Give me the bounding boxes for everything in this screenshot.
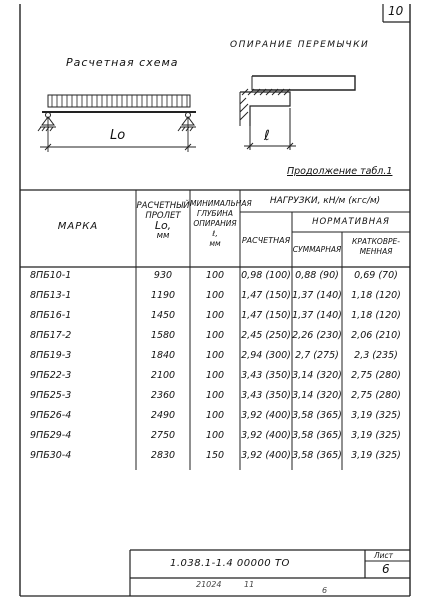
table-row — [0, 310, 421, 330]
table-row — [0, 390, 421, 410]
cell-marka: 9ПБ22-3 — [30, 370, 72, 381]
header-span-line-1: РАСЧЕТНЫЙ — [136, 201, 190, 211]
cell-depth: 100 — [205, 350, 225, 361]
cell-total: 0,88 (90) — [295, 270, 339, 281]
header-marka: МАРКА — [57, 221, 99, 232]
cell-span: 1450 — [150, 310, 176, 321]
note-number: 11 — [244, 580, 255, 589]
cell-depth: 100 — [205, 290, 225, 301]
cell-marka: 8ПБ10-1 — [30, 270, 72, 281]
support-depth-symbol: ℓ — [264, 128, 270, 144]
cell-design: 2,94 (300) — [241, 350, 291, 361]
header-depth — [190, 199, 252, 249]
cell-total: 2,7 (275) — [295, 350, 339, 361]
cell-short: 3,19 (325) — [351, 410, 401, 421]
design-scheme-drawing — [0, 0, 421, 190]
cell-span: 2100 — [150, 370, 176, 381]
page-number-top: 10 — [388, 4, 404, 18]
cell-design: 2,45 (250) — [241, 330, 291, 341]
header-depth-line-2: ГЛУБИНА — [197, 209, 233, 218]
header-depth-line-1: МИНИМАЛЬНАЯ — [190, 199, 252, 208]
document-code: 1.038.1-1.4 00000 ТО — [170, 558, 290, 569]
right-support — [178, 113, 196, 132]
table-row — [0, 370, 421, 390]
cell-short: 1,18 (120) — [351, 290, 401, 301]
table-row — [0, 330, 421, 350]
cell-marka: 8ПБ17-2 — [30, 330, 72, 341]
table-row — [0, 430, 421, 450]
cell-short: 2,75 (280) — [351, 390, 401, 401]
cell-design: 1,47 (150) — [241, 290, 291, 301]
cell-marka: 8ПБ19-3 — [30, 350, 72, 361]
distributed-load — [48, 95, 190, 107]
cell-design: 1,47 (150) — [241, 310, 291, 321]
cell-total: 1,37 (140) — [292, 290, 342, 301]
note-mark: 6 — [322, 586, 328, 595]
cell-design: 3,43 (350) — [241, 390, 291, 401]
cell-short: 3,19 (325) — [351, 450, 401, 461]
cell-total: 1,37 (140) — [292, 310, 342, 321]
cell-span: 1190 — [150, 290, 176, 301]
header-short-term-line-1: КРАТКОВРЕ- — [352, 237, 400, 246]
table-row — [0, 450, 421, 470]
header-depth-line-4: ℓ, — [212, 229, 218, 238]
cell-design: 3,92 (400) — [241, 430, 291, 441]
cell-span: 1840 — [150, 350, 176, 361]
cell-depth: 100 — [205, 370, 225, 381]
cell-total: 3,14 (320) — [292, 370, 342, 381]
header-short-term-line-2: МЕННАЯ — [359, 247, 393, 256]
cell-total: 3,14 (320) — [292, 390, 342, 401]
table-row — [0, 290, 421, 310]
table-row — [0, 410, 421, 430]
cell-depth: 100 — [205, 270, 225, 281]
header-normative: НОРМАТИВНАЯ — [312, 217, 390, 227]
header-loads: НАГРУЗКИ, кН/м (кгс/м) — [269, 196, 381, 206]
cell-marka: 9ПБ26-4 — [30, 410, 72, 421]
cell-design: 3,43 (350) — [241, 370, 291, 381]
cell-total: 3,58 (365) — [292, 430, 342, 441]
header-span — [136, 201, 190, 241]
cell-span: 2750 — [150, 430, 176, 441]
header-short-term — [342, 237, 410, 257]
cell-total: 3,58 (365) — [292, 410, 342, 421]
cell-total: 2,26 (230) — [292, 330, 342, 341]
cell-total: 3,58 (365) — [292, 450, 342, 461]
cell-depth: 150 — [205, 450, 225, 461]
cell-short: 1,18 (120) — [351, 310, 401, 321]
header-depth-line-5: мм — [209, 239, 221, 248]
cell-depth: 100 — [205, 410, 225, 421]
continuation-label: Продолжение табл.1 — [287, 166, 393, 177]
left-support — [38, 113, 56, 132]
cell-short: 3,19 (325) — [351, 430, 401, 441]
cell-depth: 100 — [205, 390, 225, 401]
table-row — [0, 270, 421, 290]
cell-marka: 8ПБ13-1 — [30, 290, 72, 301]
cell-span: 2360 — [150, 390, 176, 401]
cell-marka: 8ПБ16-1 — [30, 310, 72, 321]
scheme-title: Расчетная схема — [66, 56, 179, 69]
cell-span: 1580 — [150, 330, 176, 341]
cell-design: 3,92 (400) — [241, 410, 291, 421]
header-span-line-3: Lo, — [154, 219, 172, 232]
header-total: СУММАРНАЯ — [292, 245, 342, 254]
sheet-label: Лист — [374, 551, 394, 560]
cell-span: 930 — [153, 270, 173, 281]
cell-span: 2490 — [150, 410, 176, 421]
span-symbol: Lo — [110, 128, 126, 143]
header-span-line-2: ПРОЛЕТ — [145, 211, 181, 221]
cell-depth: 100 — [205, 310, 225, 321]
sheet-number: 6 — [382, 562, 390, 576]
cell-short: 2,75 (280) — [351, 370, 401, 381]
cell-marka: 9ПБ30-4 — [30, 450, 72, 461]
cell-design: 3,92 (400) — [241, 450, 291, 461]
cell-span: 2830 — [150, 450, 176, 461]
lintel-support-detail — [240, 76, 355, 150]
table-row — [0, 350, 421, 370]
header-span-line-4: мм — [156, 231, 170, 241]
header-depth-line-3: ОПИРАНИЯ — [193, 219, 237, 228]
cell-marka: 9ПБ25-3 — [30, 390, 72, 401]
cell-depth: 100 — [205, 430, 225, 441]
inventory-number: 21024 — [196, 580, 222, 589]
cell-short: 2,06 (210) — [351, 330, 401, 341]
cell-marka: 9ПБ29-4 — [30, 430, 72, 441]
cell-design: 0,98 (100) — [241, 270, 291, 281]
support-detail-title: ОПИРАНИЕ ПЕРЕМЫЧКИ — [230, 40, 370, 50]
header-design: РАСЧЕТНАЯ — [241, 236, 291, 245]
cell-short: 2,3 (235) — [354, 350, 398, 361]
cell-short: 0,69 (70) — [354, 270, 398, 281]
cell-depth: 100 — [205, 330, 225, 341]
